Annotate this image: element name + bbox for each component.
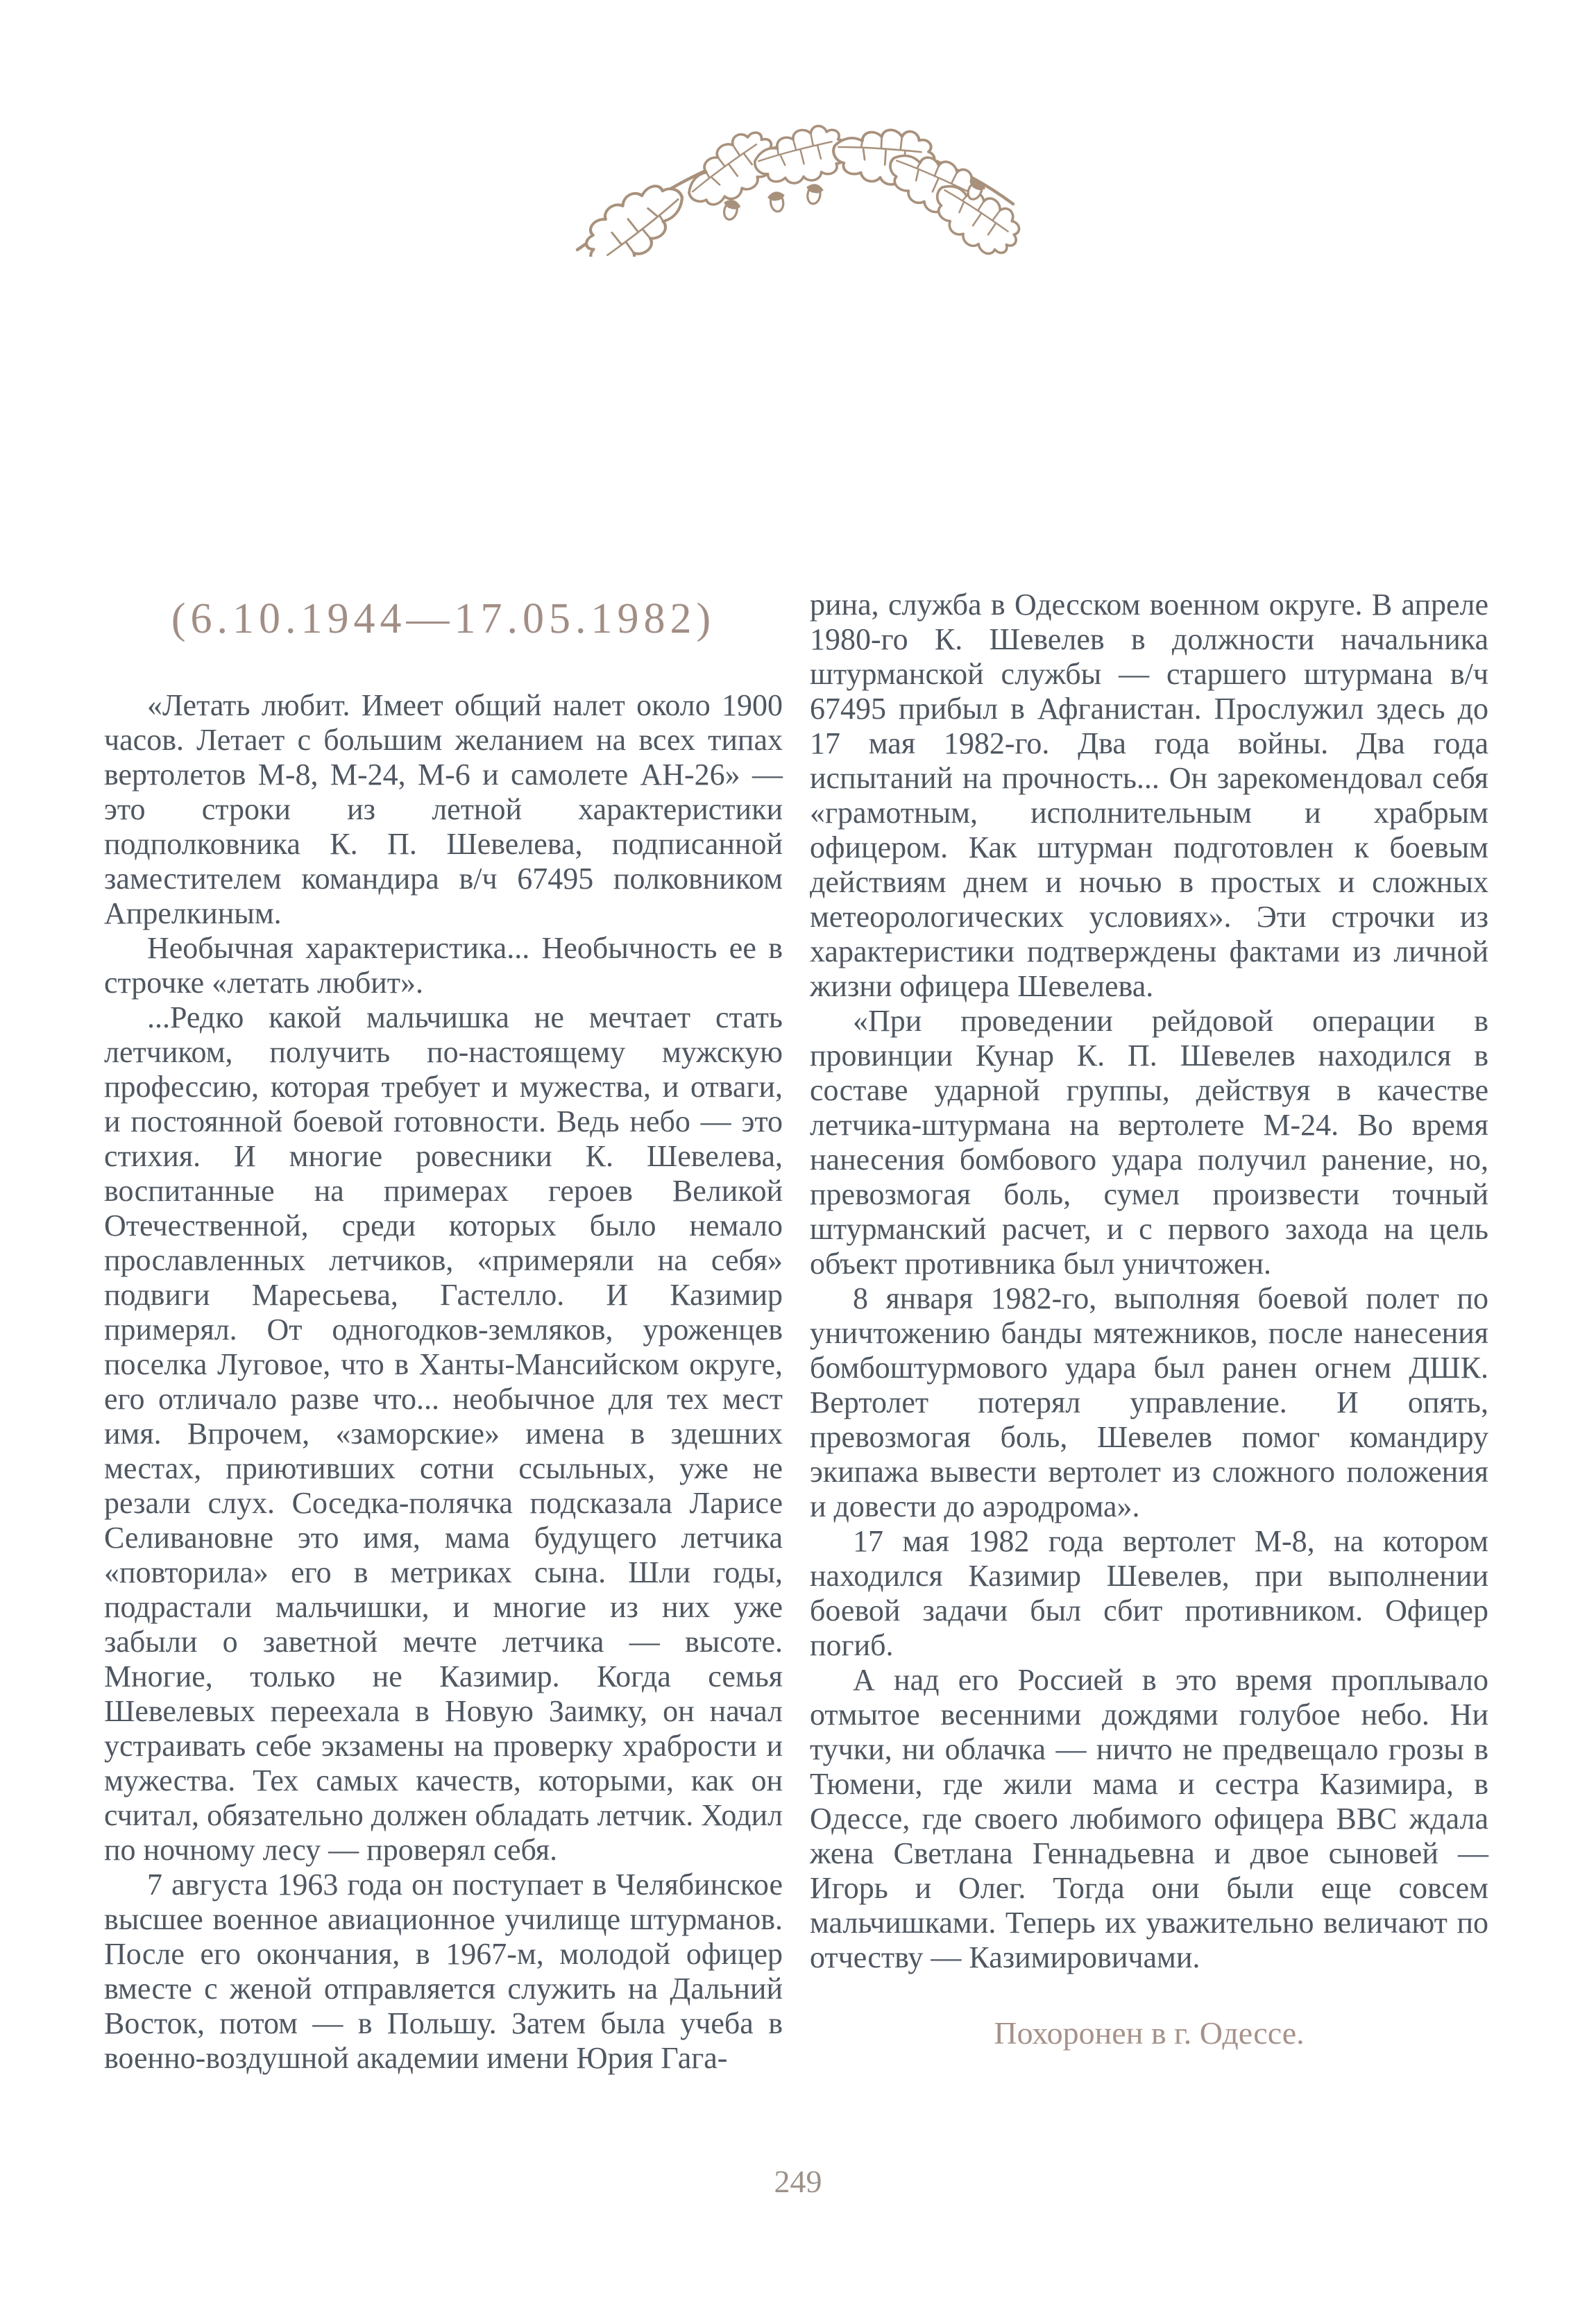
- paragraph: ...Редко какой мальчишка не мечтает стать летчиком, получить по-настоящему мужскую профессию, которая требует и мужества, и отваги, и постоянной боевой готовности. Ведь небо — это стихия. И многие ровесники К. Шевелева, воспитанные на примерах героев Великой Отечественной, среди которых было немало прославленных летчиков, «примеряли на себя» подвиги Маресьева, Гастелло. И Казимир примерял. От одногодков-земляков, уроженцев поселка Луговое, что в Ханты-Мансийском округе, его отличало разве что... необычное для тех мест имя. Впрочем, «заморские» имена в здешних местах, приютивших сотни ссыльных, уже не резали слух. Соседка-полячка подсказала Ларисе Селивановне это имя, мама будущего летчика «повторила» его в метриках сына. Шли годы, подрастали мальчишки, и многие из них уже забыли о заветной мечте летчика — высоте. Многие, только не Казимир. Когда семья Шевелевых переехала в Новую Заимку, он начал устраивать себе экзамены на проверку храбрости и мужества. Тех самых качеств, которыми, как он считал, обязательно должен обладать летчик. Ходил по ночному лесу — проверял себя.: [104, 1000, 783, 1867]
- burial-note: Похоронен в г. Одессе.: [994, 2015, 1305, 2051]
- paragraph: «Летать любит. Имеет общий налет около 1900 часов. Летает с большим желанием на всех типах вертолетов М-8, М-24, М-6 и самолете АН-26» — это строки из летной характеристики подполковника К. П. Шевелева, подписанной заместителем командира в/ч 67495 полковником Апрелкиным.: [104, 688, 783, 930]
- life-dates-heading: (6.10.1944—17.05.1982): [171, 595, 716, 642]
- paragraph: «При проведении рейдовой операции в провинции Кунар К. П. Шевелев находился в составе ударной группы, действуя в качестве летчика-штурмана на вертолете М-24. Во время нанесения бомбового удара получил ранение, но, превозмогая боль, сумел произвести точный штурманский расчет, и с первого захода на цель объект противника был уничтожен.: [810, 1004, 1488, 1281]
- right-text-column: [810, 588, 1488, 2053]
- paragraph: 8 января 1982-го, выполняя боевой полет по уничтожению банды мятежников, после нанесения бомбоштурмового удара был ранен огнем ДШК. Вертолет потерял управление. И опять, превозмогая боль, Шевелев помог командиру экипажа вывести вертолет из сложного положения и довести до аэродрома».: [810, 1281, 1488, 1523]
- paragraph: 7 августа 1963 года он поступает в Челябинское высшее военное авиационное училище штурманов. После его окончания, в 1967-м, молодой офицер вместе с женой отправляется служить на Дальний Восток, потом — в Польшу. Затем была учеба в военно-воздушной академии имени Юрия Гага-: [104, 1868, 783, 2075]
- page-number: 249: [774, 2164, 822, 2199]
- paragraph: Необычная характеристика... Необычность ее в строчке «летать любит».: [104, 931, 783, 1000]
- paragraph: А над его Россией в это время проплывало отмытое весенними дождями голубое небо. Ни тучки, ни облачка — ничто не предвещало грозы в Тюмени, где жили мама и сестра Казимира, в Одессе, где своего любимого офицера ВВС ждала жена Светлана Геннадьевна и двое сыновей — Игорь и Олег. Тогда они были еще совсем мальчишками. Теперь их уважительно величают по отчеству — Казимировичами.: [810, 1663, 1488, 1974]
- paragraph: 17 мая 1982 года вертолет М-8, на котором находился Казимир Шевелев, при выполнении боевой задачи был сбит противником. Офицер погиб.: [810, 1524, 1488, 1662]
- oak-branch-ornament-icon: [568, 118, 1026, 257]
- paragraph: рина, служба в Одесском военном округе. В апреле 1980-го К. Шевелев в должности начальника штурманской службы — старшего штурмана в/ч 67495 прибыл в Афганистан. Прослужил здесь до 17 мая 1982-го. Два года войны. Два года испытаний на прочность... Он зарекомендовал себя «грамотным, исполнительным и храбрым офицером. Как штурман подготовлен к боевым действиям днем и ночью в простых и сложных метеорологических условиях». Эти строчки из характеристики подтверждены фактами из личной жизни офицера Шевелева.: [810, 588, 1488, 1003]
- left-text-column: [104, 688, 783, 2076]
